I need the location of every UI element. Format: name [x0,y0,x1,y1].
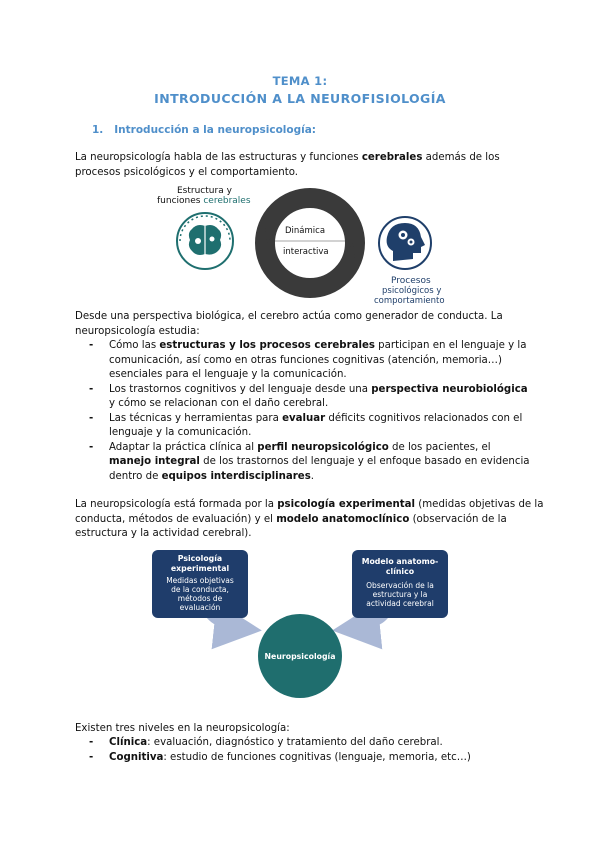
intro-paragraph [75,151,535,180]
svg-text:Observación de la: Observación de la [366,581,434,590]
right-label-1: Procesos [391,276,431,286]
neuropsychology-composition-diagram [150,550,450,710]
list-item: - Cómo las estructuras y los procesos cerebrales participan en el lenguaje y la comunicación, así como en otras funciones cognitivas (atención, memoria…) esenciales para el lenguaje y la comunicación. [75,339,530,383]
interaction-ring [265,198,355,288]
svg-text:clínico: clínico [385,567,415,576]
intro-text-c: además de los procesos psicológicos y el comportamiento. [75,152,500,178]
svg-text:métodos de: métodos de [177,594,223,603]
biologica-intro: Desde una perspectiva biológica, el cerebro actúa como generador de conducta. La neuropsicología estudia: [75,311,503,337]
psicologia-experimental-box [152,550,248,618]
modelo-anatomoclinico-box [352,550,448,618]
list-item: - Clínica: evaluación, diagnóstico y tratamiento del daño cerebral. [75,736,530,751]
niveles-intro: Existen tres niveles en la neuropsicología: [75,723,290,734]
svg-text:estructura y la: estructura y la [372,590,428,599]
list-item: - Cognitiva: estudio de funciones cognitivas (lenguaje, memoria, etc…) [75,751,530,766]
svg-text:evaluación: evaluación [179,603,221,612]
svg-text:actividad cerebral: actividad cerebral [366,599,434,608]
left-label-1: Estructura y [177,186,232,196]
svg-text:Neuropsicología: Neuropsicología [264,652,336,661]
svg-text:Medidas objetivas: Medidas objetivas [166,576,234,585]
left-label-2: funciones cerebrales [157,196,251,206]
dynamic-interaction-diagram [157,183,455,308]
list-item: - Adaptar la práctica clínica al perfil neuropsicológico de los pacientes, el manejo integral de los trastornos del lenguaje y el enfoque basado en evidencia dentro de equipos interdisciplinares. [75,441,530,485]
niveles-list [75,736,530,765]
list-item: - Las técnicas y herramientas para evaluar déficits cognitivos relacionados con el lenguaje y la comunicación. [75,412,530,441]
svg-text:Modelo anatomo-: Modelo anatomo- [361,557,439,566]
section-heading [92,124,316,136]
intro-text-b: cerebrales [361,152,423,163]
biologica-list [75,339,530,484]
svg-text:de la conducta,: de la conducta, [171,585,229,594]
svg-text:experimental: experimental [170,564,230,573]
page-title: INTRODUCCIÓN A LA NEUROFISIOLOGÍA [154,91,446,106]
section-number: 1. [92,124,104,136]
brain-gear-icon [177,213,233,269]
center-label-1: Dinámica [285,226,326,236]
section-title: Introducción a la neuropsicología: [114,124,317,136]
svg-text:Psicología: Psicología [177,554,223,563]
list-item: - Los trastornos cognitivos y del lenguaje desde una perspectiva neurobiológica y cómo se relacionan con el daño cerebral. [75,383,530,412]
neuropsicologia-circle [258,614,342,698]
right-label-2: psicológicos y [382,286,442,296]
formada-paragraph: La neuropsicología está formada por la psicología experimental (medidas objetivas de la conducta, métodos de evaluación) y el modelo anatomoclínico (observación de la estructura y la actividad cerebral). [75,499,544,539]
intro-text-a: La neuropsicología habla de las estructuras y funciones [75,152,362,163]
right-label-3: comportamiento [374,296,445,306]
tema-number: TEMA 1: [272,74,328,88]
head-gears-icon [379,217,431,269]
center-label-2: interactiva [283,247,329,257]
